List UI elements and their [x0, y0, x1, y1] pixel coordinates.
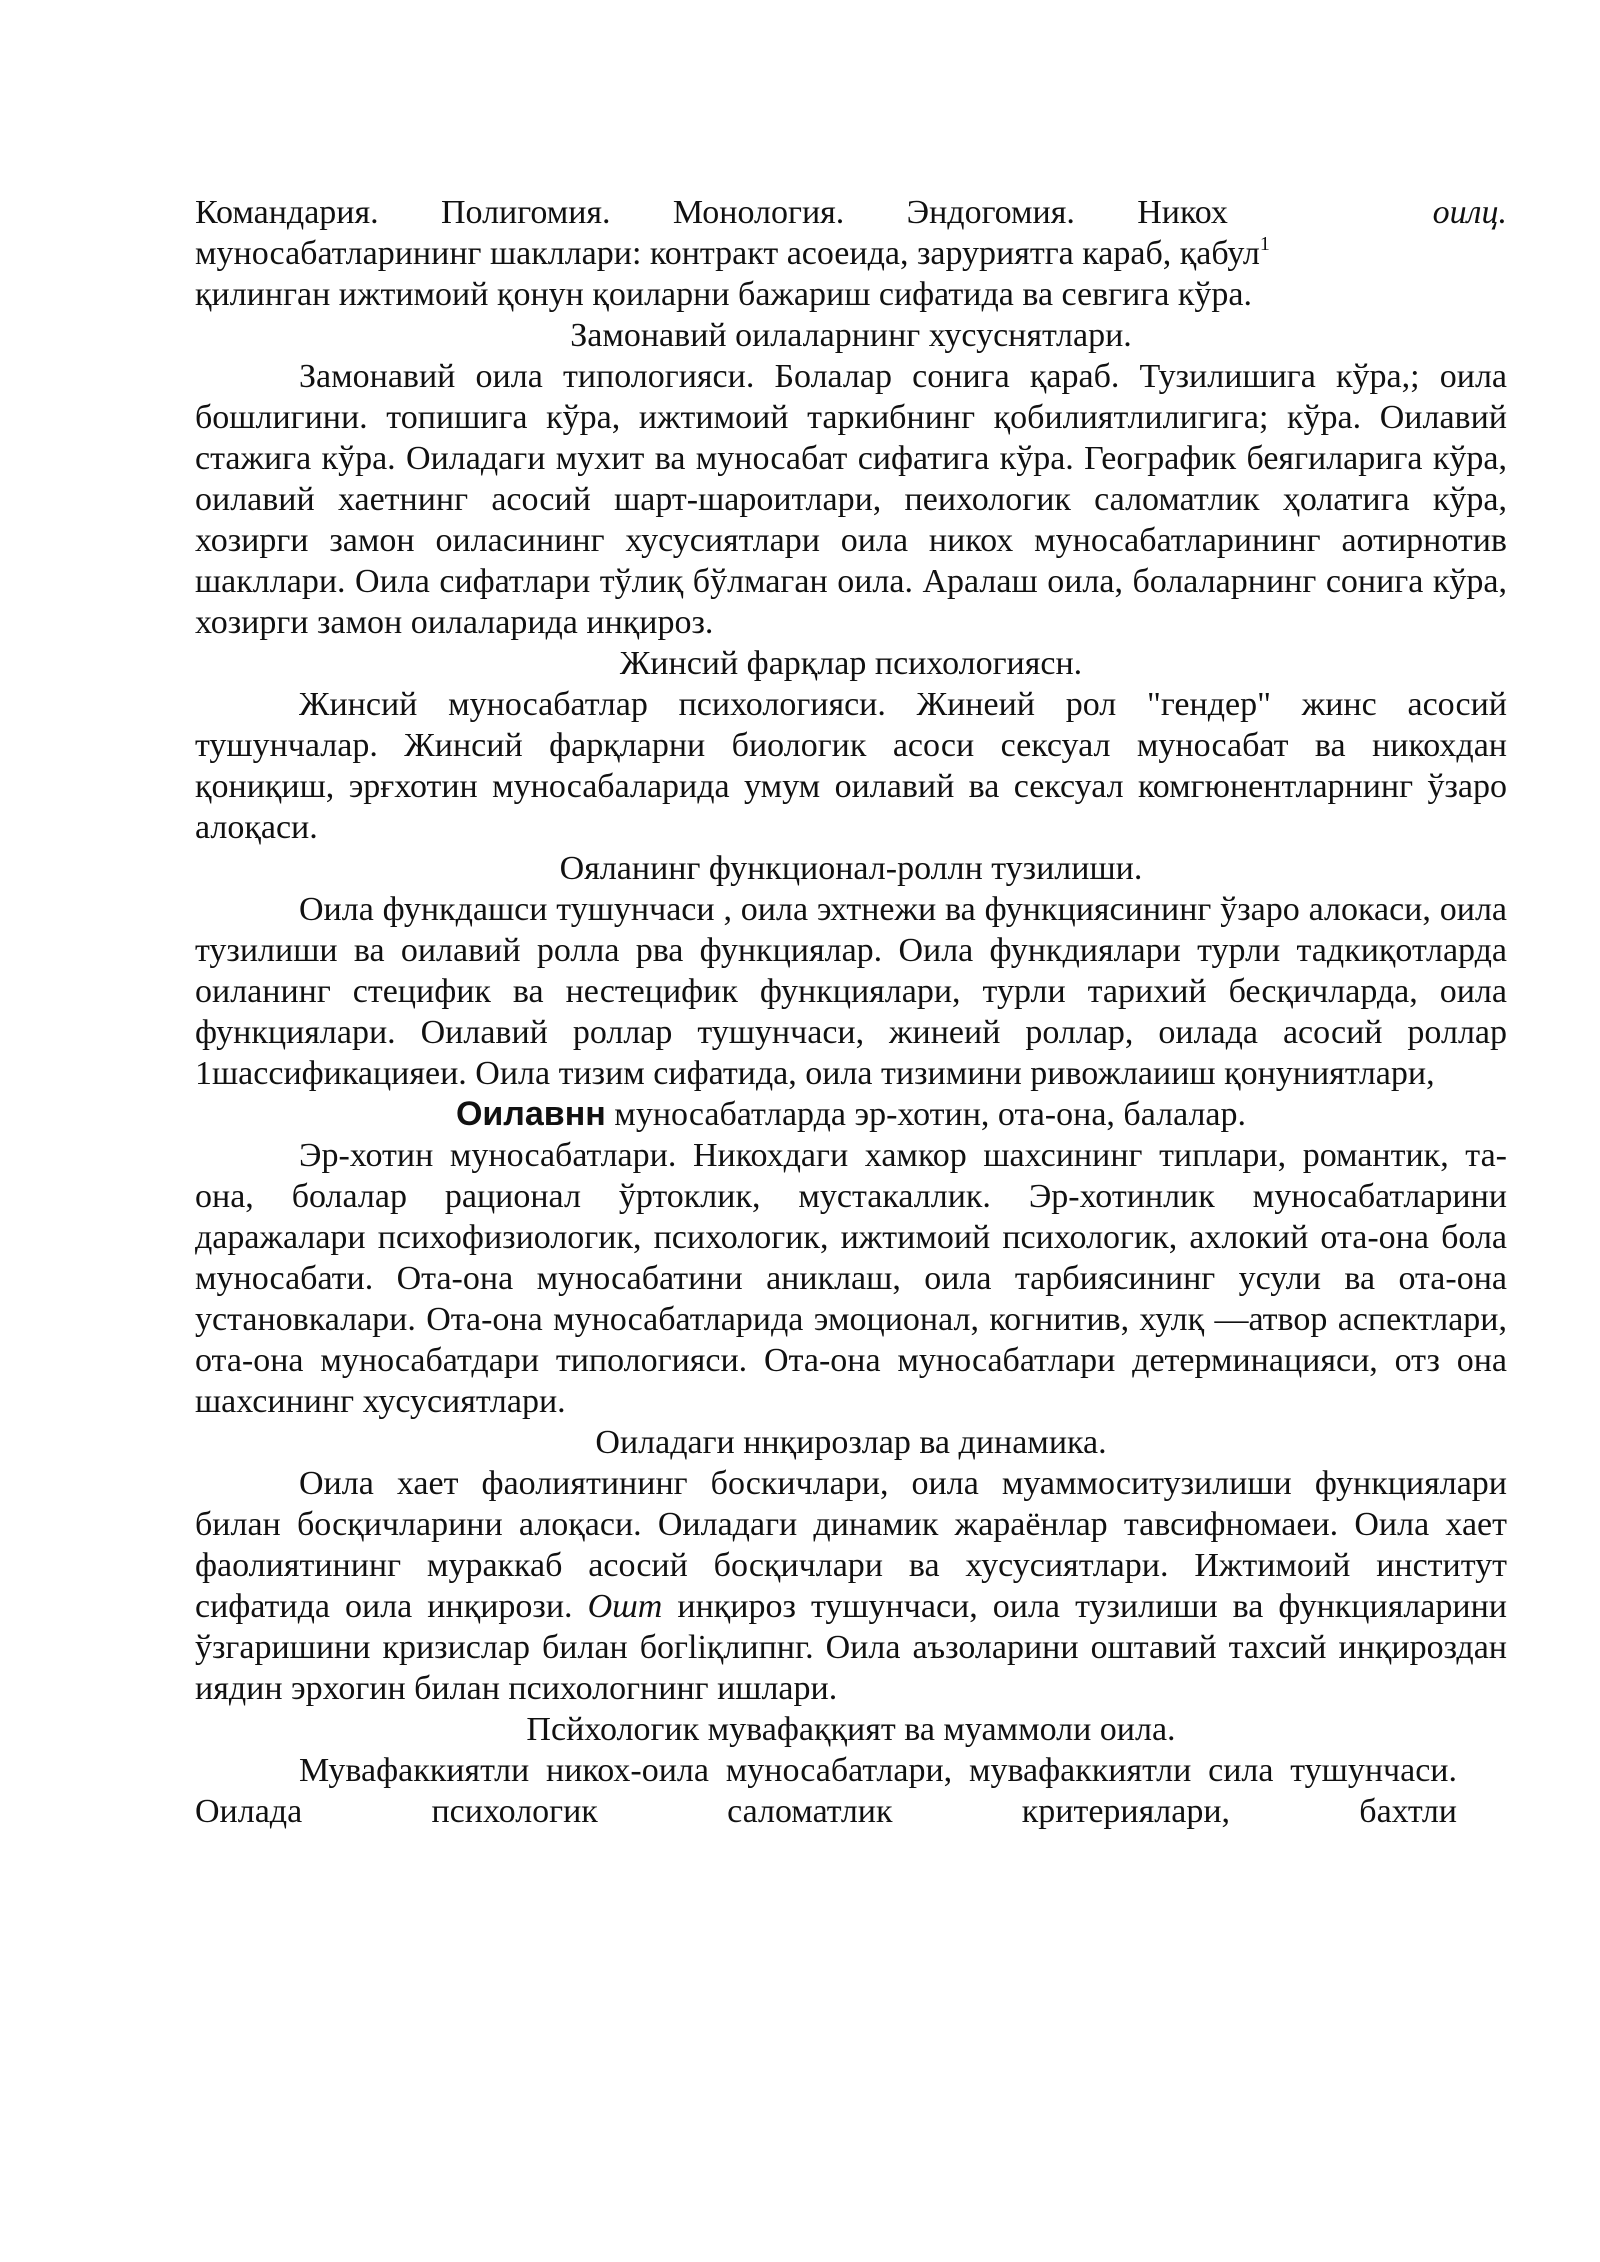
section-paragraph: Эр-хотин муносабатлари. Никохдаги хамкор шахсининг типлари, романтик, та-она, болалар рационал ўртоклик, мустакаллик. Эр-хотинлик муносабатларини даражалари психофизиологик, психологик, ижтимоий психологик, ахлокий ота-она бола муносабати. Ота-она муносабатини аниклаш, оила тарбиясининг усули ва ота-она установкалари. Ота-она муносабатларида эмоционал, когнитив, хулқ —атвор аспектлари, ота-она муносабатдари типологияси. Ота-она муносабатлари детерминацияси, отз она шахсининг хусусиятлари. — [195, 1137, 1507, 1420]
paragraph-italic-word: Ошт — [587, 1588, 663, 1625]
section-paragraph: Оила функдашси тушунчаси , оила эхтнежи ва функциясининг ўзаро алокаси, оила тузилиши ва оилавий ролла рва функциялар. Оила функдиялари турли тадкиқотларда оиланинг стецифик ва нестецифик функциялари, турли тарихий бесқичларда, оила функциялари. Оилавий роллар тушунчаси, жинеий роллар, оилада асосий роллар 1шассификацияеи. Оила тизим сифатида, оила тизимини ривожлаииш қонуниятлари, — [195, 891, 1507, 1092]
section-heading — [195, 1094, 1507, 1135]
paragraph-text: Оила хает фаолиятининг боскичлари, оила муаммоситузилиши функциялари билан босқичларини алоқаси. Оиладаги динамик жараёнлар тавсифномаеи. Оила хает фаолиятининг мураккаб асосий босқичлари ва хусусиятлари. Ижтимоий институт сифатида оила инқирози. — [195, 1465, 1507, 1625]
section-heading: Замонавий оилаларнинг хусуснятлари. — [570, 317, 1132, 354]
section-heading: Жинсий фарқлар психологиясн. — [619, 645, 1083, 682]
intro-word-italic: оилц. — [1432, 194, 1507, 231]
document-page — [195, 192, 1507, 1832]
heading-rest: муносабатларда эр-хотин, ота-она, балалар. — [605, 1096, 1247, 1133]
intro-word: Монология. — [672, 194, 845, 231]
footnote-marker: 1 — [1259, 233, 1270, 255]
section-paragraph: Замонавий оила типологияси. Болалар сонига қараб. Тузилишига кўра,; оила бошлигини. топишига кўра, ижтимоий таркибнинг қобилиятлилигига; кўра. Оилавий стажига кўра. Оиладаги мухит ва муносабат сифатига кўра. Географик беягиларига кўра, оилавий хаетнинг асосий шарт-шароитлари, пеихологик саломатлик ҳолатига кўра, хозирги замон оиласининг хусусиятлари оила никох муносабатларининг аотирнотив шакллари. Оила сифатлари тўлиқ бўлмаган оила. Аралаш оила, болаларнинг сонига кўра, хозирги замон оилаларида инқироз. — [195, 358, 1507, 641]
intro-word: Полигомия. — [440, 194, 611, 231]
heading-bold-word: Оилавнн — [455, 1095, 606, 1133]
intro-word: Командария. — [195, 194, 379, 231]
section-paragraph — [195, 1463, 1507, 1709]
intro-first-line — [195, 192, 1507, 233]
intro-line: қилинган ижтимоий қонун қоиларни бажариш сифатида ва севгига кўра. — [195, 276, 1252, 313]
section-heading: Оиладаги ннқирозлар ва динамика. — [595, 1424, 1107, 1461]
intro-line — [195, 233, 1507, 274]
section-heading: Ояланинг функционал-роллн тузилиши. — [559, 850, 1143, 887]
section-paragraph: Мувафаккиятли никох-оила муносабатлари, мувафаккиятли сила тушунчаси. Оилада психологик саломатлик критериялари, бахтли — [195, 1752, 1457, 1830]
intro-word: Никох — [1137, 194, 1228, 231]
section-paragraph: Жинсий муносабатлар психологияси. Жинеий рол "гендер" жинс асосий тушунчалар. Жинсий фарқларни биологик асоси сексуал муносабат ва никохдан қониқиш, эрғхотин муносабаларида умум оилавий ва сексуал комгюнентларнинг ўзаро алоқаси. — [195, 686, 1507, 846]
section-heading: Псйхологик мувафаққият ва муаммоли оила. — [526, 1711, 1176, 1748]
paragraph-text: инқироз тушунчаси, оила тузилиши ва функцияларини ўзгаришини кризислар билан богliқлипнг. Оила аъзоларини оштавий тахсий инқироздан иядин эрхогин билан психологнинг ишлари. — [195, 1588, 1507, 1707]
intro-line-text: муносабатларининг шакллари: контракт асоеида, заруриятга караб, қабул — [195, 235, 1260, 272]
intro-word: Эндогомия. — [906, 194, 1075, 231]
spacer — [1290, 192, 1370, 233]
